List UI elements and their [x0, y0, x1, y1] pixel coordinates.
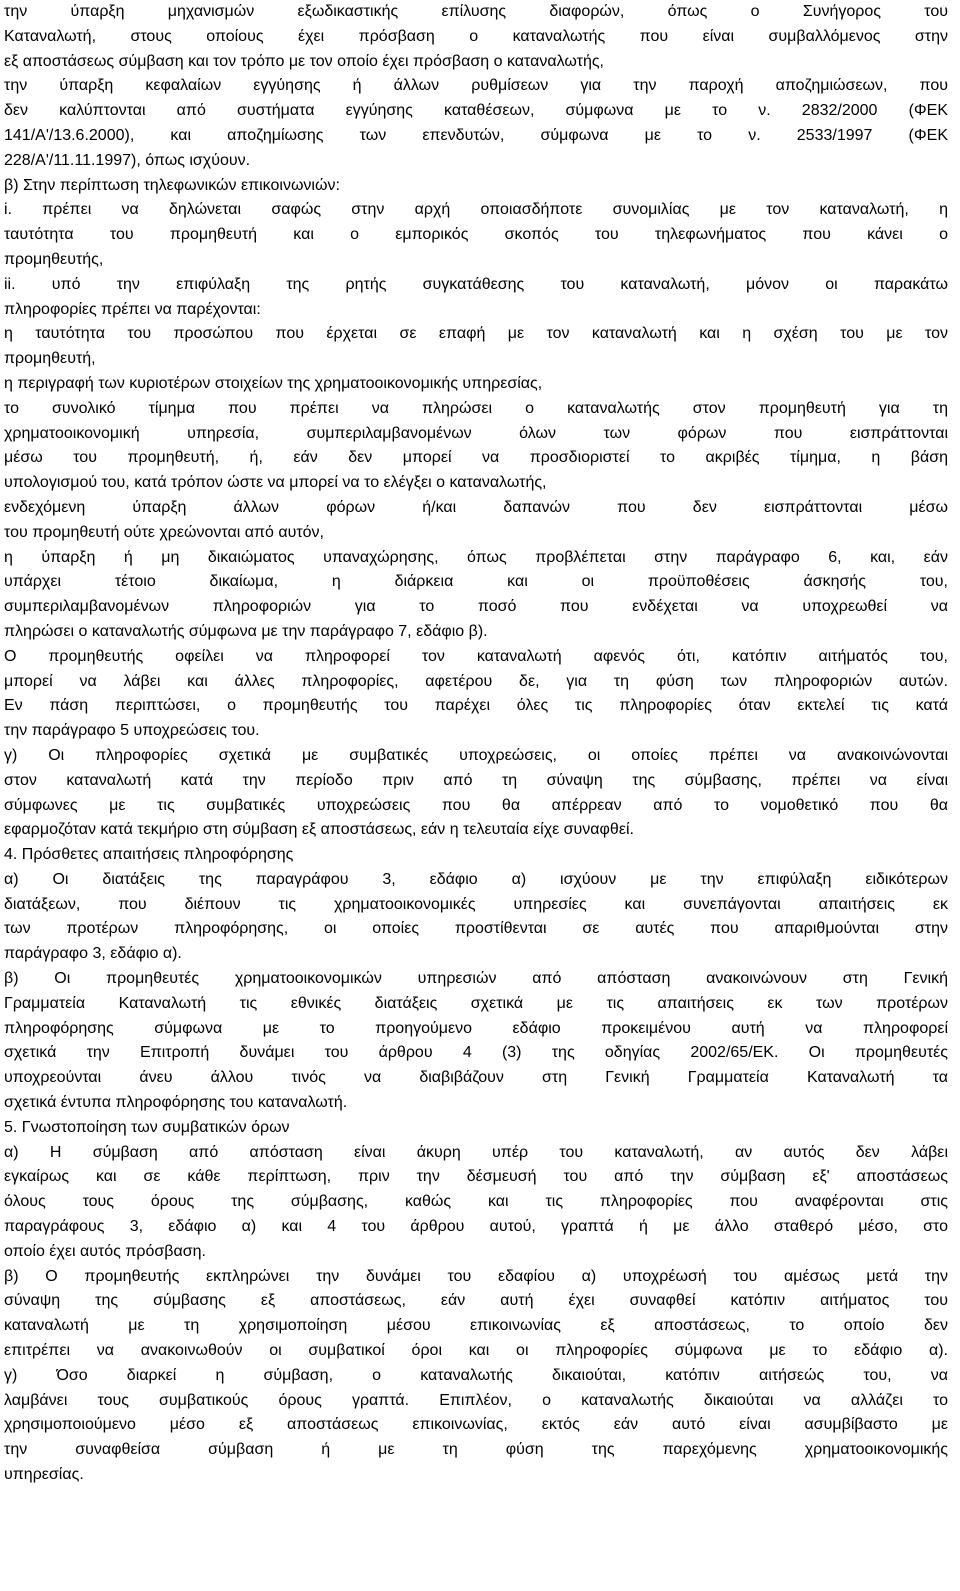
text-line: εφαρμοζόταν κατά τεκμήριο στη σύμβαση εξ αποστάσεως, εάν η τελευταία είχε συναφθεί.	[4, 821, 634, 839]
text-line: πληροφόρησης σύμφωνα με το προηγούμενο εδάφιο προκειμένου αυτή να πληροφορεί	[4, 1019, 948, 1037]
text-line: εξ αποστάσεως σύμβαση και τον τρόπο με τον οποίο έχει πρόσβαση ο καταναλωτής,	[4, 52, 604, 70]
text-line: σχετικά την Επιτροπή δυνάμει του άρθρου 4 (3) της οδηγίας 2002/65/ΕΚ. Οι προμηθευτές	[4, 1044, 948, 1062]
text-line: η ύπαρξη ή μη δικαιώματος υπαναχώρησης, όπως προβλέπεται στην παράγραφο 6, και, εάν	[4, 548, 948, 566]
text-line: του προμηθευτή ούτε χρεώνονται από αυτόν,	[4, 523, 324, 541]
text-line: υπάρχει τέτοιο δικαίωμα, η διάρκεια και οι προϋποθέσεις άσκησής του,	[4, 573, 948, 591]
text-line: των προτέρων πληροφόρησης, οι οποίες προστίθενται σε αυτές που απαριθμούνται στην	[4, 920, 948, 938]
text-line: οποίο έχει αυτός πρόσβαση.	[4, 1242, 206, 1260]
text-line: υποχρεούνται άνευ άλλου τινός να διαβιβάζουν στη Γενική Γραμματεία Καταναλωτή τα	[4, 1069, 948, 1087]
text-line: μέσω του προμηθευτή, ή, εάν δεν μπορεί να προσδιοριστεί το ακριβές τίμημα, η βάση	[4, 449, 948, 467]
text-line: α) Η σύμβαση από απόσταση είναι άκυρη υπέρ του καταναλωτή, αν αυτός δεν λάβει	[4, 1143, 948, 1161]
text-line: 5. Γνωστοποίηση των συμβατικών όρων	[4, 1118, 290, 1136]
text-line: α) Οι διατάξεις της παραγράφου 3, εδάφιο α) ισχύουν με την επιφύλαξη ειδικότερων	[4, 870, 948, 888]
text-line: την ύπαρξη κεφαλαίων εγγύησης ή άλλων ρυθμίσεων για την παροχή αποζημιώσεων, που	[4, 77, 948, 95]
text-line: παραγράφους 3, εδάφιο α) και 4 του άρθρου αυτού, γραπτά ή με άλλο σταθερό μέσο, στο	[4, 1218, 948, 1236]
text-line: προμηθευτής,	[4, 250, 104, 268]
text-line: σύμφωνες με τις συμβατικές υποχρεώσεις που θα απέρρεαν από το νομοθετικό που θα	[4, 796, 948, 814]
text-line: εγκαίρως και σε κάθε περίπτωση, πριν την δέσμευσή του από την σύμβαση εξ' αποστάσεως	[4, 1168, 948, 1186]
text-line: προμηθευτή,	[4, 350, 96, 368]
text-line: υπηρεσίας.	[4, 1466, 84, 1484]
text-line: ενδεχόμενη ύπαρξη άλλων φόρων ή/και δαπανών που δεν εισπράττονται μέσω	[4, 498, 948, 516]
text-line: β) Οι προμηθευτές χρηματοοικονομικών υπηρεσιών από απόσταση ανακοινώνουν στη Γενική	[4, 970, 948, 988]
text-line: το συνολικό τίμημα που πρέπει να πληρώσει ο καταναλωτής στον προμηθευτή για τη	[4, 399, 948, 417]
text-line: 228/Α'/11.11.1997), όπως ισχύουν.	[4, 151, 251, 169]
text-line: λαμβάνει τους συμβατικούς όρους γραπτά. Επιπλέον, ο καταναλωτής δικαιούται να αλλάζει το	[4, 1391, 948, 1409]
text-line: πληρώσει ο καταναλωτής σύμφωνα με την παράγραφο 7, εδάφιο β).	[4, 622, 488, 640]
text-line: υπολογισμού του, κατά τρόπον ώστε να μπορεί να το ελέγξει ο καταναλωτής,	[4, 474, 547, 492]
text-line: 141/Α'/13.6.2000), και αποζημίωσης των επενδυτών, σύμφωνα με το ν. 2533/1997 (ΦΕΚ	[4, 126, 948, 144]
text-line: χρηματοοικονομική υπηρεσία, συμπεριλαμβανομένων όλων των φόρων που εισπράττονται	[4, 424, 948, 442]
text-line: β) Ο προμηθευτής εκπληρώνει την δυνάμει του εδαφίου α) υποχρέωσή του αμέσως μετά την	[4, 1267, 948, 1285]
text-line: καταναλωτή με τη χρησιμοποίηση μέσου επικοινωνίας εξ αποστάσεως, το οποίο δεν	[4, 1317, 948, 1335]
text-line: χρησιμοποιούμενο μέσο εξ αποστάσεως επικοινωνίας, εκτός εάν αυτό είναι ασυμβίβαστο με	[4, 1416, 948, 1434]
document-page	[4, 0, 948, 1488]
text-line: ταυτότητα του προμηθευτή και ο εμπορικός σκοπός του τηλεφωνήματος που κάνει ο	[4, 226, 948, 244]
text-line: Γραμματεία Καταναλωτή τις εθνικές διατάξεις σχετικά με τις απαιτήσεις εκ των προτέρων	[4, 994, 948, 1012]
text-line: γ) Οι πληροφορίες σχετικά με συμβατικές υποχρεώσεις, οι οποίες πρέπει να ανακοινώνονται	[4, 746, 948, 764]
text-line: ii. υπό την επιφύλαξη της ρητής συγκατάθεσης του καταναλωτή, μόνον οι παρακάτω	[4, 275, 948, 293]
text-line: γ) Όσο διαρκεί η σύμβαση, ο καταναλωτής δικαιούται, κατόπιν αιτήσεώς του, να	[4, 1366, 948, 1384]
text-line: Καταναλωτή, στους οποίους έχει πρόσβαση ο καταναλωτής που είναι συμβαλλόμενος στην	[4, 27, 948, 45]
text-line: την παράγραφο 5 υποχρεώσεις του.	[4, 722, 260, 740]
text-line: η ταυτότητα του προσώπου που έρχεται σε επαφή με τον καταναλωτή και η σχέση του με τον	[4, 325, 948, 343]
text-line: Ο προμηθευτής οφείλει να πληροφορεί τον καταναλωτή αφενός ότι, κατόπιν αιτήματός του,	[4, 647, 948, 665]
text-line: στον καταναλωτή κατά την περίοδο πριν από τη σύναψη της σύμβασης, πρέπει να είναι	[4, 771, 948, 789]
text-line: παράγραφο 3, εδάφιο α).	[4, 945, 182, 963]
text-line: μπορεί να λάβει και άλλες πληροφορίες, αφετέρου δε, για τη φύση των πληροφοριών αυτών.	[4, 672, 948, 690]
text-line: δεν καλύπτονται από συστήματα εγγύησης καταθέσεων, σύμφωνα με το ν. 2832/2000 (ΦΕΚ	[4, 102, 948, 120]
text-line: σύναψη της σύμβασης εξ αποστάσεως, εάν αυτή έχει συναφθεί κατόπιν αιτήματος του	[4, 1292, 948, 1310]
text-line: η περιγραφή των κυριοτέρων στοιχείων της χρηματοοικονομικής υπηρεσίας,	[4, 374, 543, 392]
text-line: διατάξεων, που διέπουν τις χρηματοοικονομικές υπηρεσίες και συνεπάγονται απαιτήσεις εκ	[4, 895, 948, 913]
text-line: Εν πάση περιπτώσει, ο προμηθευτής του παρέχει όλες τις πληροφορίες όταν εκτελεί τις κατά	[4, 697, 948, 715]
text-line: σχετικά έντυπα πληροφόρησης του καταναλωτή.	[4, 1094, 348, 1112]
text-line: την ύπαρξη μηχανισμών εξωδικαστικής επίλυσης διαφορών, όπως ο Συνήγορος του	[4, 3, 948, 20]
text-line: πληροφορίες πρέπει να παρέχονται:	[4, 300, 261, 318]
text-line: i. πρέπει να δηλώνεται σαφώς στην αρχή οποιασδήποτε συνομιλίας με τον καταναλωτή, η	[4, 201, 948, 219]
text-line: επιτρέπει να ανακοινωθούν οι συμβατικοί όροι και οι πληροφορίες σύμφωνα με το εδάφιο α).	[4, 1342, 948, 1360]
text-line: όλους τους όρους της σύμβασης, καθώς και τις πληροφορίες που αναφέρονται στις	[4, 1193, 948, 1211]
text-line: 4. Πρόσθετες απαιτήσεις πληροφόρησης	[4, 846, 294, 864]
text-line: συμπεριλαμβανομένων πληροφοριών για το ποσό που ενδέχεται να υποχρεωθεί να	[4, 598, 948, 616]
text-line: β) Στην περίπτωση τηλεφωνικών επικοινωνιών:	[4, 176, 340, 194]
text-line: την συναφθείσα σύμβαση ή με τη φύση της παρεχόμενης χρηματοοικονομικής	[4, 1441, 948, 1459]
